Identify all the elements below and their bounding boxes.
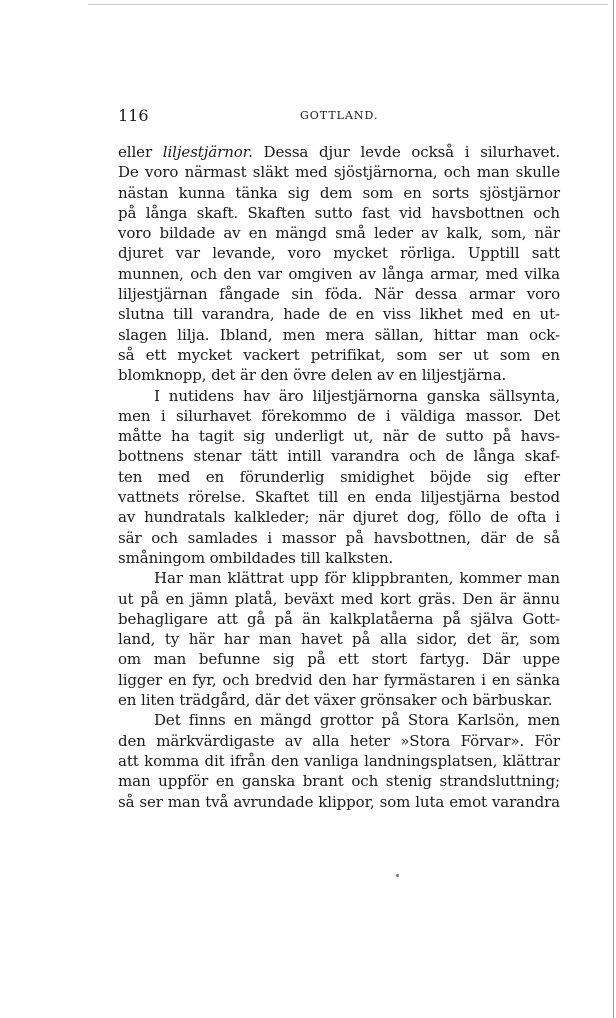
text-line: ut på en jämn platå, beväxt med kort gräs. Den är ännu	[118, 589, 560, 608]
body-text	[118, 142, 560, 812]
text-line: vattnets rörelse. Skaftet till en enda liljestjärna bestod	[118, 488, 560, 507]
ink-speck	[396, 874, 399, 877]
top-edge-line	[88, 4, 608, 5]
running-head: GOTTLAND.	[300, 109, 379, 122]
text-line: den märkvärdigaste av alla heter »Stora Förvar». För	[118, 731, 560, 750]
text-line: ten med en förunderlig smidighet böjde sig efter	[118, 467, 560, 486]
italic-term: liljestjärnor.	[162, 143, 253, 161]
text-line: nästan kunna tänka sig dem som en sorts sjöstjärnor	[118, 183, 560, 202]
text-line: så ser man två avrundade klippor, som luta emot varandra	[118, 792, 560, 811]
text-line: på långa skaft. Skaften sutto fast vid havsbottnen och	[118, 203, 560, 222]
text-line: liljestjärnan fångade sin föda. När dessa armar voro	[118, 285, 560, 304]
text-line: De voro närmast släkt med sjöstjärnorna, och man skulle	[118, 163, 560, 182]
text-line: Det finns en mängd grottor på Stora Karlsön, men	[154, 711, 560, 730]
text-line: djuret var levande, voro mycket rörliga. Upptill satt	[118, 244, 560, 263]
text-line: slagen lilja. Ibland, men mera sällan, hittar man ock-	[118, 325, 560, 344]
text-line: om man befunne sig på ett stort fartyg. Där uppe	[118, 650, 560, 669]
text-line: eller liljestjärnor. Dessa djur levde också i silurhavet.	[118, 143, 560, 161]
text-line: en liten trädgård, där det växer grönsaker och bärbuskar.	[118, 691, 553, 710]
text-line: att komma dit ifrån den vanliga landningsplatsen, klättrar	[118, 751, 560, 770]
page-number: 116	[118, 106, 149, 125]
text-line: behagligare att gå på än kalkplatåerna på själva Gott-	[118, 609, 560, 628]
text-line: ligger en fyr, och bredvid den har fyrmästaren i en sänka	[118, 670, 560, 689]
text-line: slutna till varandra, hade de en viss likhet med en ut-	[118, 305, 560, 324]
text-line: så ett mycket vackert petrifikat, som ser ut som en	[118, 345, 560, 364]
text-line: I nutidens hav äro liljestjärnorna ganska sällsynta,	[154, 386, 560, 405]
text-line: småningom ombildades till kalksten.	[118, 548, 394, 567]
text-line: blomknopp, det är den övre delen av en liljestjärna.	[118, 366, 507, 385]
text-line: munnen, och den var omgiven av långa armar, med vilka	[118, 264, 560, 283]
text-line: land, ty här har man havet på alla sidor, det är, som	[118, 630, 560, 649]
text-line: bottnens stenar tätt intill varandra och de långa skaf-	[118, 447, 560, 466]
text-line: voro bildade av en mängd små leder av kalk, som, när	[118, 224, 560, 243]
text-line: av hundratals kalkleder; när djuret dog, föllo de ofta i	[118, 508, 560, 527]
text-line: Har man klättrat upp för klippbranten, kommer man	[154, 569, 560, 588]
text-line: måtte ha tagit sig underligt ut, när de sutto på havs-	[118, 427, 560, 446]
text-line: men i silurhavet förekommo de i väldiga massor. Det	[118, 406, 560, 425]
text-line: sär och samlades i massor på havsbottnen, där de så	[118, 528, 560, 547]
right-edge-line	[613, 0, 614, 1018]
page-header	[118, 106, 560, 128]
text-line: man uppför en ganska brant och stenig strandsluttning;	[118, 772, 560, 791]
